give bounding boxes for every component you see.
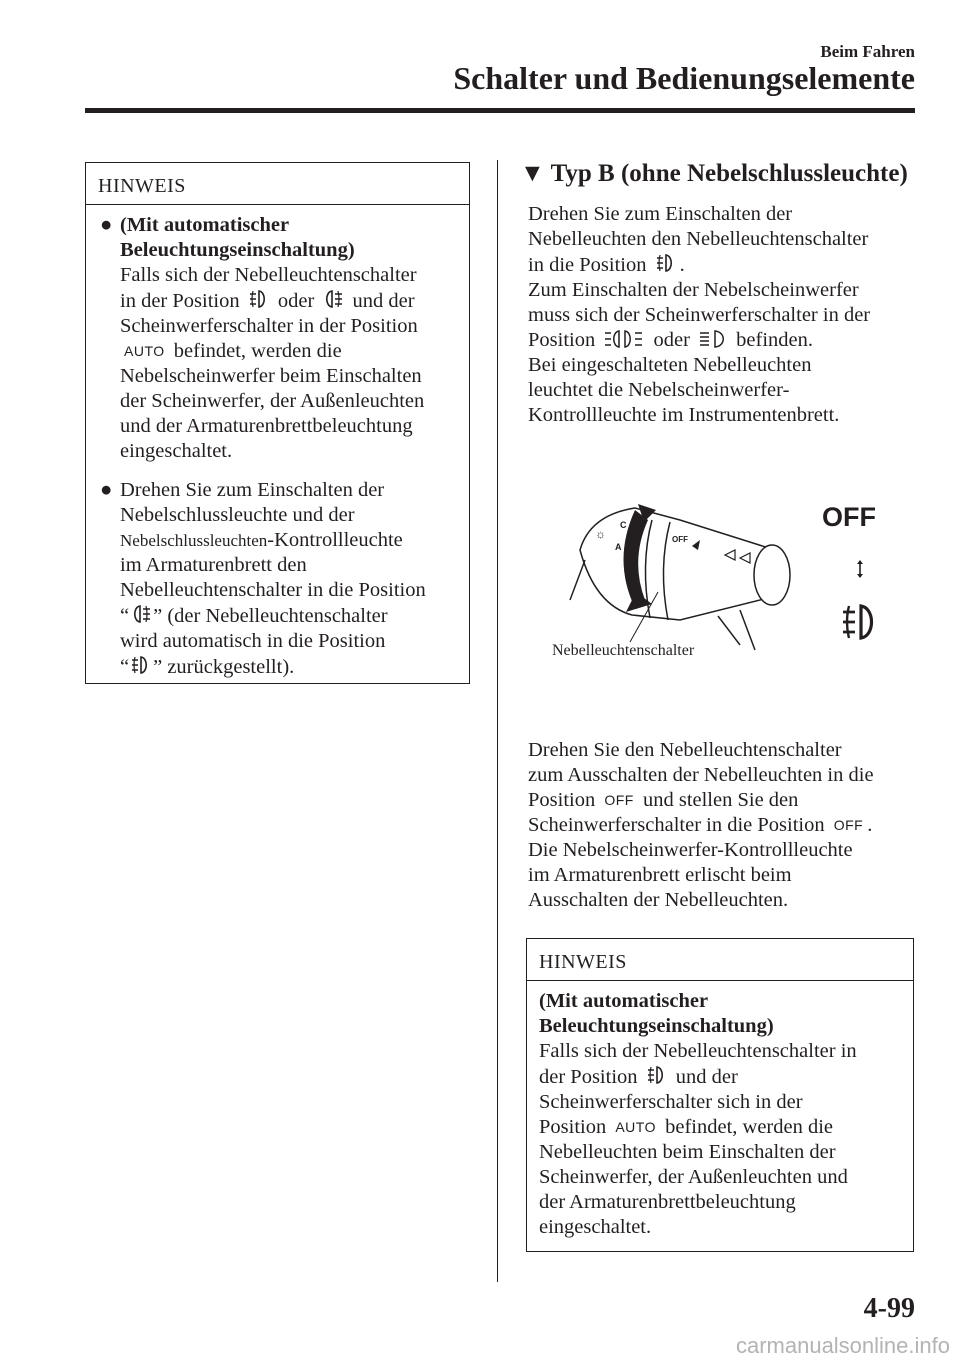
off-label: OFF — [822, 502, 876, 532]
svg-text:A: A — [615, 542, 622, 552]
off-symbol: OFF — [833, 817, 864, 833]
note-bold-line: Beleuchtungseinschaltung) — [120, 239, 355, 261]
note-line: Falls sich der Nebelleuchtenschalter in — [539, 1040, 857, 1062]
note-heading: HINWEIS — [527, 939, 913, 981]
header-rule — [85, 108, 915, 113]
bullet-icon: ● — [100, 479, 113, 501]
headlight-icon — [699, 329, 727, 349]
front-fog-light-icon — [131, 654, 151, 676]
note-line: Nebelscheinwerfer beim Einschalten — [120, 365, 422, 387]
page-title: Schalter und Bedienungselemente — [453, 60, 915, 96]
off-symbol: OFF — [604, 792, 634, 808]
note-bold-line: (Mit automatischer — [539, 990, 709, 1012]
note-line: AUTO befindet, werden die — [124, 340, 342, 362]
svg-text:C: C — [620, 520, 627, 530]
rear-fog-light-icon — [323, 288, 343, 310]
note-line: in der Position oder und der — [120, 290, 415, 312]
note-heading: HINWEIS — [86, 163, 469, 205]
fog-switch-figure — [540, 480, 920, 680]
figure-caption: Nebelleuchtenschalter — [552, 642, 695, 659]
note-line: Nebelleuchten beim Einschalten der — [539, 1141, 836, 1163]
note-line: “ ” zurückgestellt). — [120, 656, 295, 678]
auto-symbol: AUTO — [124, 343, 165, 359]
note-line: Falls sich der Nebelleuchtenschalter — [120, 264, 417, 286]
double-arrow-icon — [856, 560, 864, 583]
note-line: wird automatisch in die Position — [120, 630, 386, 652]
note-bold-line: (Mit automatischer — [120, 214, 290, 236]
note-line: eingeschaltet. — [120, 440, 233, 462]
bullet-icon: ● — [100, 214, 113, 236]
note-line: der Armaturenbrettbeleuchtung — [539, 1191, 796, 1213]
note-line: Position AUTO befindet, werden die — [539, 1116, 834, 1138]
page-number: 4-99 — [863, 1293, 915, 1324]
note-line: Nebelschlussleuchten-Kontrollleuchte — [120, 529, 403, 551]
note-line: Nebelschlussleuchte und der — [120, 504, 355, 526]
note-line: Scheinwerfer, der Außenleuchten und — [539, 1166, 848, 1188]
note-line: Nebelleuchtenschalter in die Position — [120, 579, 426, 601]
paragraph-turn-off: Drehen Sie den Nebelleuchtenschalter zum Ausschalten der Nebelleuchten in die Position OFF und stellen Sie den Scheinwerferschalter in die Position OFF . Die Nebelscheinwerfer-Kontrollleuchte im Armaturenbrett erlischt beim Ausschalten der Nebelleuchten. — [528, 739, 874, 911]
triangle-marker-icon: ▼ — [520, 160, 545, 187]
note-line: eingeschaltet. — [539, 1216, 652, 1238]
note-line: “ ” (der Nebelleuchtenschalter — [120, 605, 388, 627]
note-line: Drehen Sie zum Einschalten der — [120, 479, 385, 501]
note-line: der Scheinwerfer, der Außenleuchten — [120, 390, 425, 412]
front-fog-light-icon — [840, 600, 882, 649]
note-bold-line: Beleuchtungseinschaltung) — [539, 1015, 774, 1037]
parking-light-icon — [604, 329, 644, 349]
note-box-left — [85, 162, 470, 684]
front-fog-light-icon — [656, 252, 676, 274]
svg-text:☼: ☼ — [595, 527, 606, 541]
section-heading: ▼ Typ B (ohne Nebelschlussleuchte) — [520, 160, 908, 187]
rear-fog-light-icon — [131, 603, 151, 625]
front-fog-light-icon — [249, 288, 269, 310]
note-item-rear-fog — [98, 478, 459, 680]
note-line: der Position und der — [539, 1066, 738, 1088]
svg-text:OFF: OFF — [672, 535, 688, 544]
note-line: und der Armaturenbrettbeleuchtung — [120, 415, 413, 437]
front-fog-light-icon — [647, 1064, 667, 1086]
note-box-right — [526, 938, 914, 1252]
paragraph-turn-on: Drehen Sie zum Einschalten der Nebelleuchten den Nebelleuchtenschalter in die Position . Zum Einschalten der Nebelscheinwerfer muss sich der Scheinwerferschalter in der Position oder befinden. Bei eingeschalteten Nebelleuchten leuchtet die Nebelscheinwerfer- Kontrollleuchte im Instrumentenbrett. — [528, 203, 871, 426]
auto-symbol: AUTO — [615, 1119, 656, 1135]
section-label: Beim Fahren — [820, 42, 915, 61]
note-line: im Armaturenbrett den — [120, 554, 307, 576]
column-divider — [497, 160, 498, 1282]
note-line: Scheinwerferschalter sich in der — [539, 1091, 803, 1113]
note-line: Scheinwerferschalter in der Position — [120, 315, 418, 337]
note-item-auto-lighting — [98, 213, 459, 464]
watermark: carmanualsonline.info — [735, 1333, 950, 1358]
